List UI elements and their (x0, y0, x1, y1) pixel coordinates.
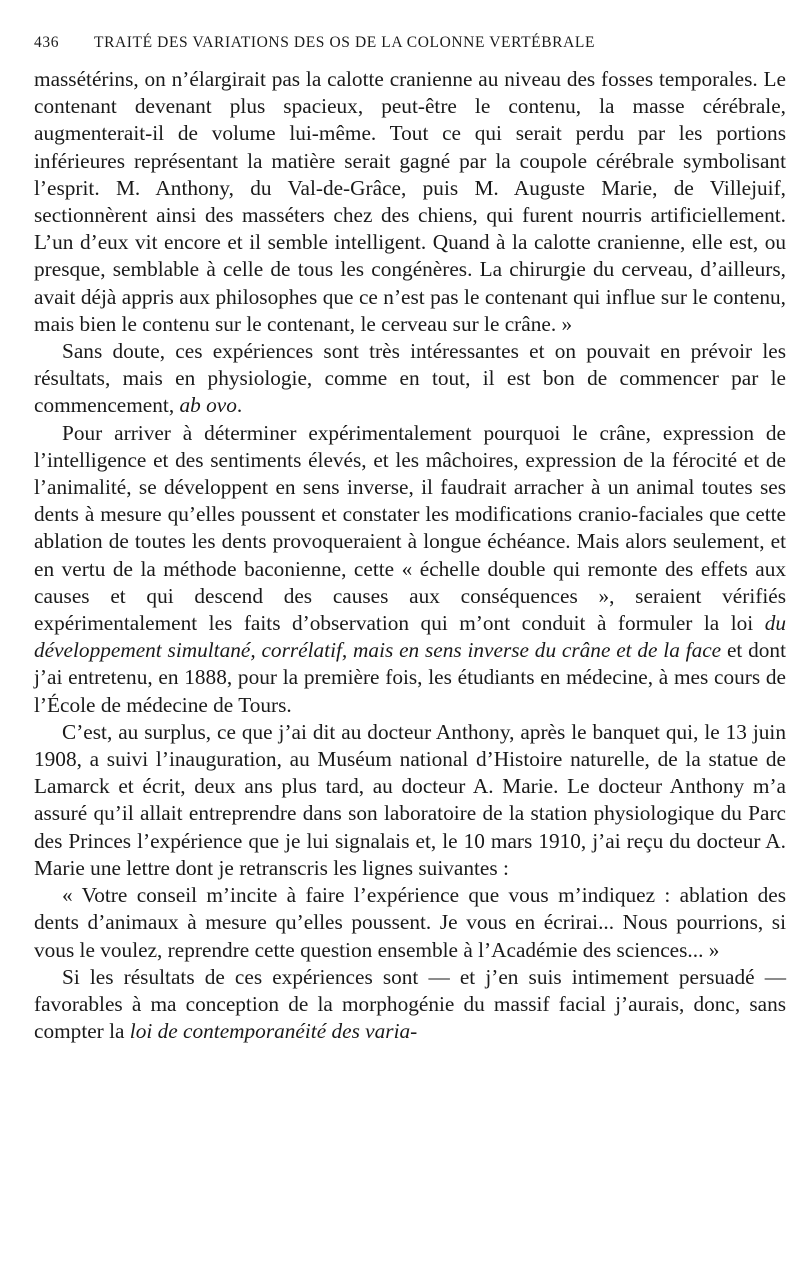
text-segment: « Votre conseil m’incite à faire l’expérience que vous m’indiquez : ablation des dents d’animaux à mesure qu’elles poussent. Je vous en écrirai... Nous pourrions, si vous le voulez, reprendre cette question ensemble à l’Académie des sciences... » (34, 883, 786, 962)
running-header (34, 30, 786, 56)
paragraph (34, 338, 786, 420)
paragraph (34, 719, 786, 882)
body-text (34, 66, 786, 1045)
text-segment: et dont j’ai entretenu, en 1888, pour la première fois, les étudiants en médecine, à mes cours de l’École de médecine de Tours. (34, 638, 786, 717)
document-page (34, 30, 786, 1045)
text-segment: Sans doute, ces expériences sont très intéressantes et on pouvait en prévoir les résultats, mais en physiologie, comme en tout, il est bon de commencer par le commencement, (34, 339, 786, 418)
text-segment: massétérins, on n’élargirait pas la calotte cranienne au niveau des fosses temporales. Le contenant devenant plus spacieux, peut-être le contenu, la masse cérébrale, augmenterait-il de volume lui-même. Tout ce qui serait perdu par les portions inférieures représentant la matière serait gagné par la coupole cérébrale symbolisant l’esprit. M. Anthony, du Val-de-Grâce, puis M. Auguste Marie, de Villejuif, sectionnèrent ainsi des masséters chez des chiens, qui furent nourris artificiellement. L’un d’eux vit encore et il semble intelligent. Quand à la calotte cranienne, elle est, ou presque, semblable à celle de tous les congénères. La chirurgie du cerveau, d’ailleurs, avait déjà appris aux philosophes que ce n’est pas le contenant qui influe sur le contenu, mais bien le contenu sur le contenant, le cerveau sur le crâne. » (34, 67, 786, 336)
page-number: 436 (34, 34, 60, 51)
paragraph (34, 882, 786, 964)
italic-segment: du développement simultané, corrélatif, mais en sens inverse du crâne et de la face (34, 611, 786, 663)
text-segment: Si les résultats de ces expériences sont — et j’en suis intimement persuadé — favorables à ma conception de la morphogénie du massif facial j’aurais, donc, sans compter la (34, 964, 786, 1044)
paragraph (34, 66, 786, 338)
italic-segment: loi de contemporanéité des varia- (129, 1019, 418, 1044)
text-segment: Pour arriver à déterminer expérimentalement pourquoi le crâne, expression de l’intelligence et des sentiments élevés, et les mâchoires, expression de la férocité et de l’animalité, se développent en sens inverse, il faudrait arracher à un animal toutes ses dents à mesure qu’elles poussent et constater les modifications cranio-faciales que cette ablation de toutes les dents provoqueraient à longue échéance. Mais alors seulement, et en vertu de la méthode baconienne, cette « échelle double qui remonte des effets aux causes et qui descend des causes aux conséquences », seraient vérifiés expérimentalement les faits d’observation qui m’ont conduit à formuler la loi (34, 420, 786, 636)
running-title: TRAITÉ DES VARIATIONS DES OS DE LA COLONNE VERTÉBRALE (94, 34, 596, 51)
paragraph (34, 420, 786, 719)
paragraph (34, 964, 786, 1046)
text-segment: . (236, 393, 243, 418)
text-segment: C’est, au surplus, ce que j’ai dit au docteur Anthony, après le banquet qui, le 13 juin 1908, a suivi l’inauguration, au Muséum national d’Histoire naturelle, de la statue de Lamarck et écrit, deux ans plus tard, au docteur A. Marie. Le docteur Anthony m’a assuré qu’il allait entreprendre dans son laboratoire de la station physiologique du Parc des Princes l’expérience que je lui signalais et, le 10 mars 1910, j’ai reçu du docteur A. Marie une lettre dont je retranscris les lignes suivantes : (34, 719, 786, 880)
italic-segment: ab ovo (179, 393, 237, 418)
